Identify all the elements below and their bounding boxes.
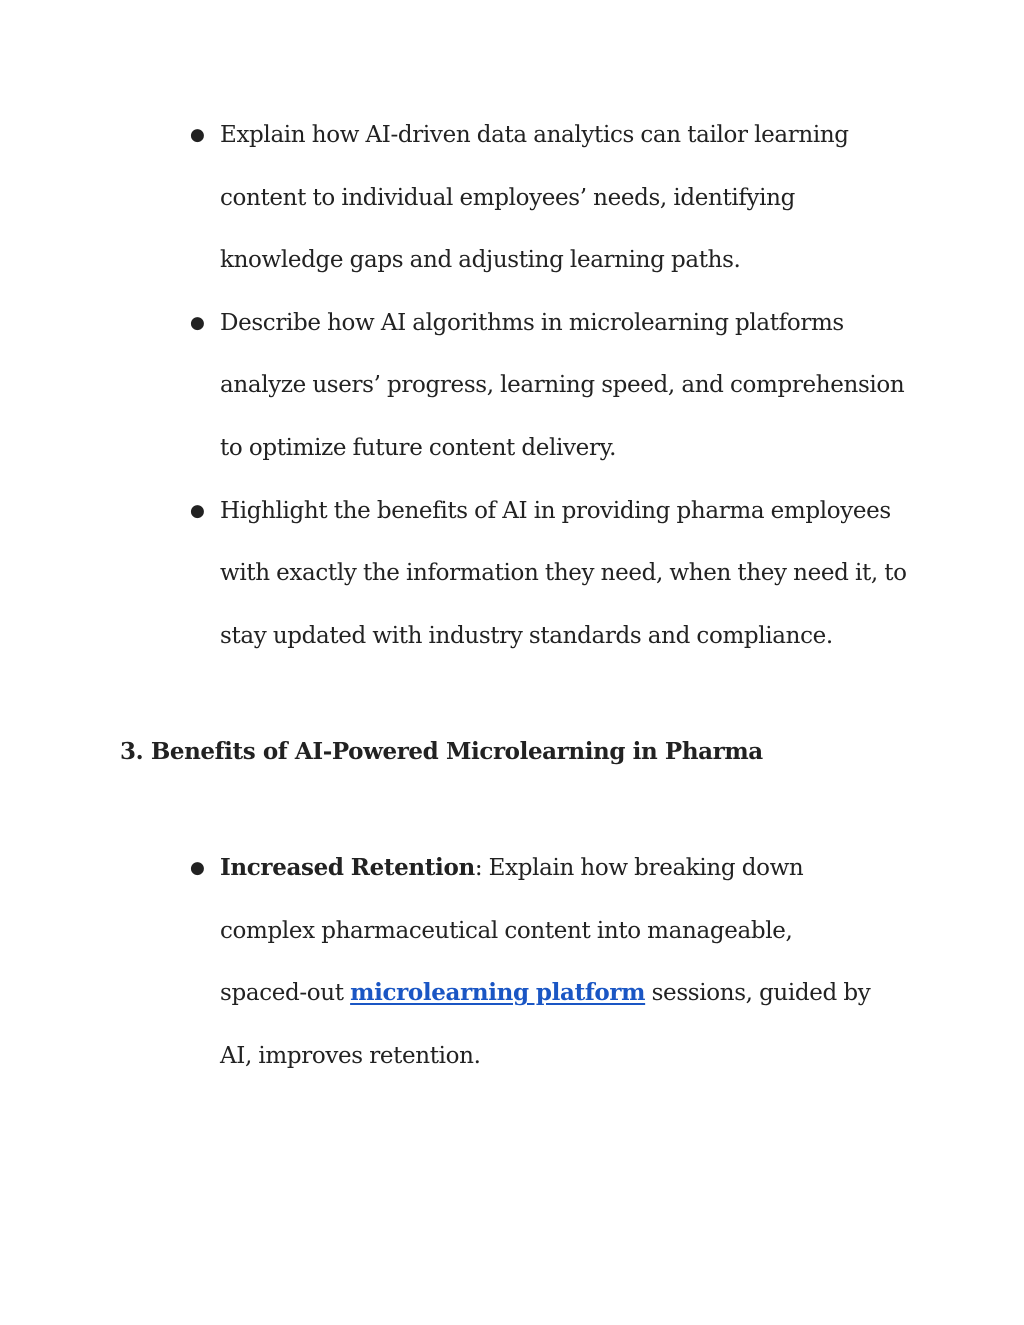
line: Explain how AI-driven data analytics can tailor learning [220,122,849,148]
line: Describe how AI algorithms in microlearning platforms [220,309,844,336]
bullet-text [220,837,910,1087]
line: complex pharmaceutical content into manageable, [220,917,793,944]
list-item [190,837,910,1087]
line: knowledge gaps and adjusting learning paths. [220,247,741,274]
line: stay updated with industry standards and compliance. [220,622,833,649]
bullet-text [220,292,910,480]
benefits-bullet-list [190,837,910,1087]
bullet-icon: ● [190,858,205,878]
bullet-icon: ● [190,312,205,333]
line-segment: sessions, guided by [645,980,871,1007]
list-item [190,480,910,668]
bullet-text [220,480,910,668]
bullet-icon: ● [190,500,205,521]
benefit-term: Increased Retention [220,854,475,881]
bullet-icon: ● [190,125,205,145]
line: content to individual employees’ needs, identifying [220,184,796,211]
line: analyze users’ progress, learning speed, and comprehension [220,372,905,399]
list-item [190,104,910,292]
line: Highlight the benefits of AI in providing pharma employees [220,497,891,524]
line: to optimize future content delivery. [220,434,617,461]
section-heading: 3. Benefits of AI-Powered Microlearning in Pharma [120,738,763,765]
microlearning-platform-link[interactable]: microlearning platform [350,979,646,1007]
term-separator: : [474,855,483,881]
bullet-text [220,104,910,292]
ai-analytics-bullet-list [190,104,910,667]
list-item [190,292,910,480]
line: Explain how breaking down [482,855,804,881]
line: AI, improves retention. [220,1042,481,1069]
line: with exactly the information they need, when they need it, to [220,560,907,587]
line-segment: spaced-out [220,980,351,1007]
